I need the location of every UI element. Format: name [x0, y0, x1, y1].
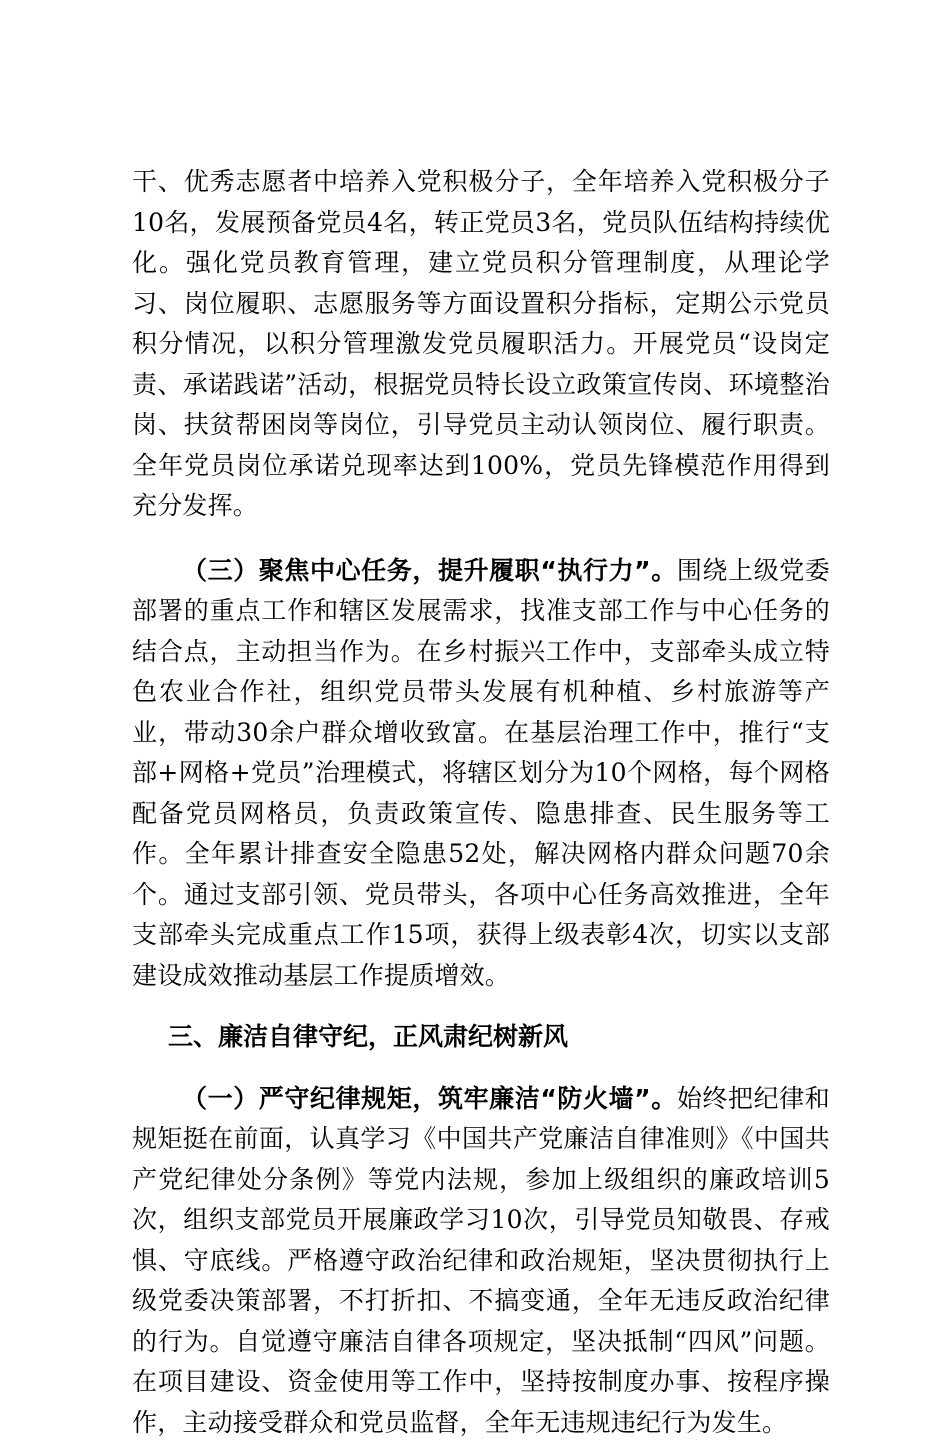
paragraph-continued [132, 162, 830, 527]
paragraph-section-3 [132, 551, 830, 997]
paragraph-continued-text: 干、优秀志愿者中培养入党积极分子，全年培养入党积极分子10名，发展预备党员4名，转正党员3名，党员队伍结构持续优化。强化党员教育管理，建立党员积分管理制度，从理论学习、岗位履职、志愿服务等方面设置积分指标，定期公示党员积分情况，以积分管理激发党员履职活力。开展党员“设岗定责、承诺践诺”活动，根据党员特长设立政策宣传岗、环境整治岗、扶贫帮困岗等岗位，引导党员主动认领岗位、履行职责。全年党员岗位承诺兑现率达到100%，党员先锋模范作用得到充分发挥。 [132, 167, 830, 520]
chapter-heading-3: 三、廉洁自律守纪，正风肃纪树新风 [132, 1017, 830, 1058]
section-3-body-text: 围绕上级党委部署的重点工作和辖区发展需求，找准支部工作与中心任务的结合点，主动担当作为。在乡村振兴工作中，支部牵头成立特色农业合作社，组织党员带头发展有机种植、乡村旅游等产业，带动30余户群众增收致富。在基层治理工作中，推行“支部+网格+党员”治理模式，将辖区划分为10个网格，每个网格配备党员网格员，负责政策宣传、隐患排查、民生服务等工作。全年累计排查安全隐患52处，解决网格内群众问题70余个。通过支部引领、党员带头，各项中心任务高效推进，全年支部牵头完成重点工作15项，获得上级表彰4次，切实以支部建设成效推动基层工作提质增效。 [132, 556, 830, 990]
document-body [132, 162, 830, 1443]
paragraph-spacer [132, 996, 830, 1017]
paragraph-spacer [132, 1058, 830, 1079]
paragraph-spacer [132, 527, 830, 551]
paragraph-section-1 [132, 1079, 830, 1443]
section-1-body-text: 始终把纪律和规矩挺在前面，认真学习《中国共产党廉洁自律准则》《中国共产党纪律处分条例》等党内法规，参加上级组织的廉政培训5次，组织支部党员开展廉政学习10次，引导党员知敬畏、存戒惧、守底线。严格遵守政治纪律和政治规矩，坚决贯彻执行上级党委决策部署，不打折扣、不搞变通，全年无违反政治纪律的行为。自觉遵守廉洁自律各项规定，坚决抵制“四风”问题。在项目建设、资金使用等工作中，坚持按制度办事、按程序操作，主动接受群众和党员监督，全年无违规违纪行为发生。 [132, 1084, 830, 1437]
section-3-lead-title: （三）聚焦中心任务，提升履职“执行力”。 [182, 556, 677, 585]
section-1-lead-title: （一）严守纪律规矩，筑牢廉洁“防火墙”。 [182, 1084, 677, 1113]
